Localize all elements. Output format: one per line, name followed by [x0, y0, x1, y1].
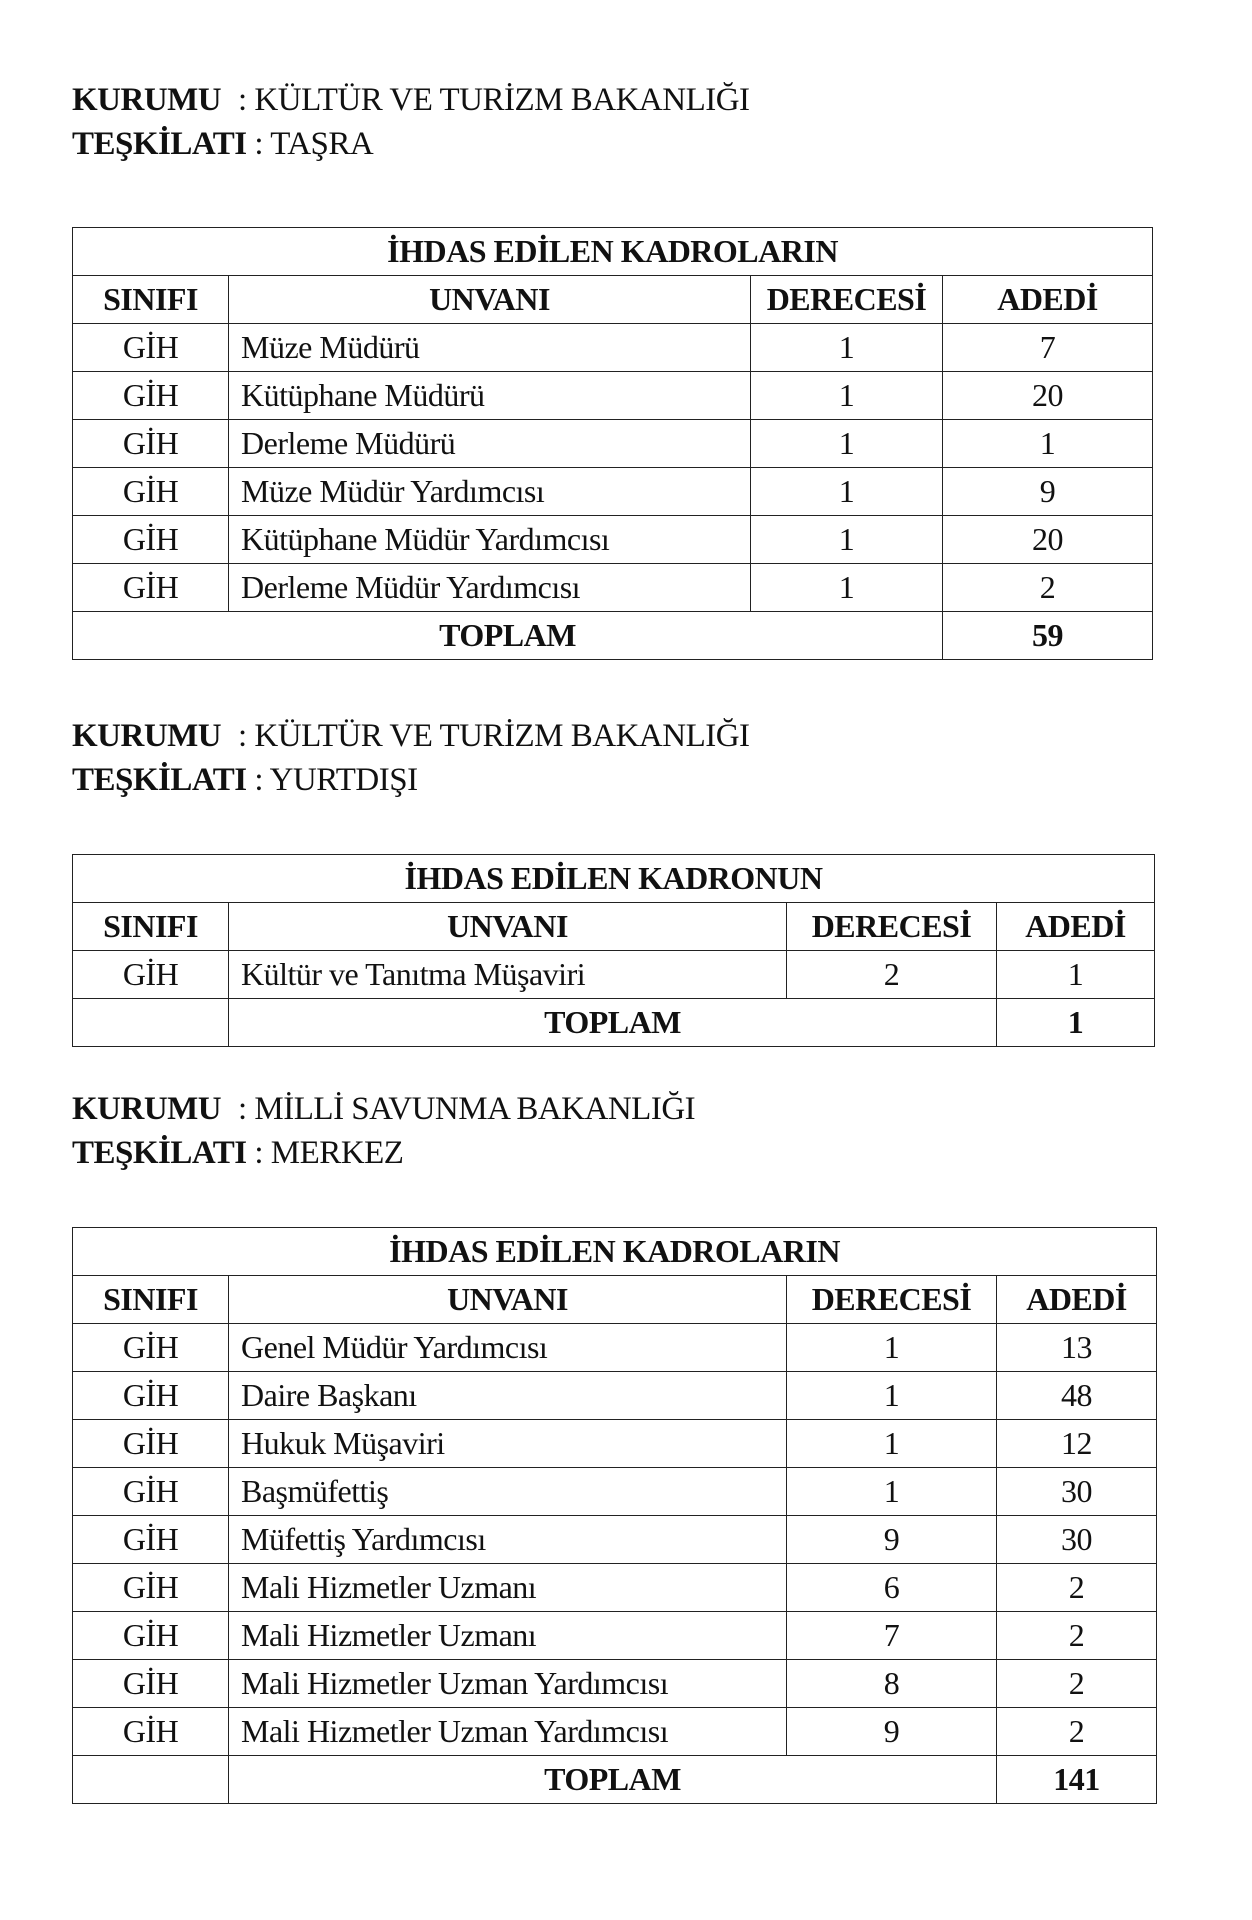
cell-adedi: 12 [997, 1420, 1157, 1468]
total-label: TOPLAM [73, 612, 943, 660]
table-row [73, 1612, 1157, 1660]
cell-unvani: Müze Müdür Yardımcısı [229, 468, 751, 516]
header-adedi: ADEDİ [943, 276, 1153, 324]
cell-adedi: 2 [997, 1708, 1157, 1756]
section-2-header [72, 714, 750, 802]
cell-derecesi: 1 [787, 1468, 997, 1516]
teskilat-label: TEŞKİLATI [72, 126, 247, 162]
table-row [73, 1420, 1157, 1468]
table-title-row [73, 228, 1153, 276]
table-header-row [73, 1276, 1157, 1324]
header-unvani: UNVANI [229, 1276, 787, 1324]
cell-sinifi: GİH [73, 564, 229, 612]
kurum-value: : MİLLİ SAVUNMA BAKANLIĞI [238, 1091, 696, 1127]
teskilat-line [72, 122, 750, 166]
cell-unvani: Müfettiş Yardımcısı [229, 1516, 787, 1564]
cell-sinifi: GİH [73, 1564, 229, 1612]
kurum-label: KURUMU [72, 1091, 222, 1127]
cell-sinifi: GİH [73, 1420, 229, 1468]
header-sinifi: SINIFI [73, 1276, 229, 1324]
cell-unvani: Mali Hizmetler Uzman Yardımcısı [229, 1708, 787, 1756]
cell-derecesi: 1 [751, 468, 943, 516]
header-derecesi: DERECESİ [787, 903, 997, 951]
table-row [73, 564, 1153, 612]
cell-sinifi: GİH [73, 1516, 229, 1564]
teskilat-value: : TAŞRA [254, 126, 374, 162]
cell-unvani: Mali Hizmetler Uzmanı [229, 1564, 787, 1612]
cell-adedi: 20 [943, 372, 1153, 420]
cell-derecesi: 1 [751, 420, 943, 468]
kadro-table-2 [72, 854, 1155, 1047]
cell-adedi: 30 [997, 1516, 1157, 1564]
cell-unvani: Mali Hizmetler Uzmanı [229, 1612, 787, 1660]
cell-sinifi: GİH [73, 324, 229, 372]
teskilat-value: : YURTDIŞI [254, 762, 418, 798]
cell-adedi: 2 [943, 564, 1153, 612]
cell-unvani: Kültür ve Tanıtma Müşaviri [229, 951, 787, 999]
table-row [73, 420, 1153, 468]
table-title: İHDAS EDİLEN KADRONUN [73, 855, 1155, 903]
cell-adedi: 2 [997, 1564, 1157, 1612]
kurum-value: : KÜLTÜR VE TURİZM BAKANLIĞI [238, 718, 750, 754]
cell-sinifi: GİH [73, 1324, 229, 1372]
cell-sinifi: GİH [73, 372, 229, 420]
table-title: İHDAS EDİLEN KADROLARIN [73, 1228, 1157, 1276]
total-value: 141 [997, 1756, 1157, 1804]
cell-derecesi: 1 [751, 372, 943, 420]
cell-derecesi: 1 [751, 564, 943, 612]
cell-unvani: Kütüphane Müdürü [229, 372, 751, 420]
cell-sinifi: GİH [73, 1708, 229, 1756]
header-adedi: ADEDİ [997, 1276, 1157, 1324]
cell-derecesi: 7 [787, 1612, 997, 1660]
cell-sinifi: GİH [73, 1612, 229, 1660]
cell-unvani: Başmüfettiş [229, 1468, 787, 1516]
cell-unvani: Kütüphane Müdür Yardımcısı [229, 516, 751, 564]
cell-adedi: 30 [997, 1468, 1157, 1516]
cell-adedi: 13 [997, 1324, 1157, 1372]
cell-adedi: 1 [943, 420, 1153, 468]
header-sinifi: SINIFI [73, 276, 229, 324]
table-row [73, 951, 1155, 999]
table-header-row [73, 903, 1155, 951]
cell-derecesi: 6 [787, 1564, 997, 1612]
cell-derecesi: 2 [787, 951, 997, 999]
teskilat-label: TEŞKİLATI [72, 762, 247, 798]
total-label: TOPLAM [229, 1756, 997, 1804]
cell-sinifi: GİH [73, 516, 229, 564]
cell-derecesi: 1 [787, 1372, 997, 1420]
cell-sinifi: GİH [73, 951, 229, 999]
header-derecesi: DERECESİ [787, 1276, 997, 1324]
kurum-line [72, 78, 750, 122]
cell-unvani: Derleme Müdürü [229, 420, 751, 468]
cell-sinifi: GİH [73, 1660, 229, 1708]
table-row [73, 372, 1153, 420]
cell-unvani: Genel Müdür Yardımcısı [229, 1324, 787, 1372]
cell-adedi: 2 [997, 1660, 1157, 1708]
teskilat-label: TEŞKİLATI [72, 1135, 247, 1171]
kurum-label: KURUMU [72, 82, 222, 118]
teskilat-value: : MERKEZ [254, 1135, 404, 1171]
kadro-table-body [73, 1228, 1157, 1804]
header-unvani: UNVANI [229, 276, 751, 324]
table-row [73, 324, 1153, 372]
cell-sinifi: GİH [73, 420, 229, 468]
section-1-header [72, 78, 750, 166]
cell-adedi: 7 [943, 324, 1153, 372]
cell-unvani: Derleme Müdür Yardımcısı [229, 564, 751, 612]
cell-derecesi: 9 [787, 1708, 997, 1756]
kadro-table-3 [72, 1227, 1157, 1804]
table-title-row [73, 855, 1155, 903]
kurum-value: : KÜLTÜR VE TURİZM BAKANLIĞI [238, 82, 750, 118]
total-empty-cell [73, 999, 229, 1047]
table-header-row [73, 276, 1153, 324]
total-value: 1 [997, 999, 1155, 1047]
kadro-table-body [73, 228, 1153, 660]
cell-sinifi: GİH [73, 468, 229, 516]
total-empty-cell [73, 1756, 229, 1804]
cell-derecesi: 1 [751, 516, 943, 564]
kurum-line [72, 714, 750, 758]
section-3-header [72, 1087, 695, 1175]
cell-unvani: Hukuk Müşaviri [229, 1420, 787, 1468]
cell-sinifi: GİH [73, 1468, 229, 1516]
cell-unvani: Daire Başkanı [229, 1372, 787, 1420]
table-row [73, 1660, 1157, 1708]
cell-unvani: Müze Müdürü [229, 324, 751, 372]
kurum-label: KURUMU [72, 718, 222, 754]
table-row [73, 1372, 1157, 1420]
cell-derecesi: 1 [751, 324, 943, 372]
header-sinifi: SINIFI [73, 903, 229, 951]
cell-derecesi: 8 [787, 1660, 997, 1708]
cell-derecesi: 1 [787, 1420, 997, 1468]
table-row [73, 1324, 1157, 1372]
cell-sinifi: GİH [73, 1372, 229, 1420]
header-unvani: UNVANI [229, 903, 787, 951]
table-total-row [73, 612, 1153, 660]
total-value: 59 [943, 612, 1153, 660]
table-row [73, 1516, 1157, 1564]
table-row [73, 1564, 1157, 1612]
table-title-row [73, 1228, 1157, 1276]
cell-derecesi: 9 [787, 1516, 997, 1564]
cell-adedi: 2 [997, 1612, 1157, 1660]
header-adedi: ADEDİ [997, 903, 1155, 951]
kurum-line [72, 1087, 695, 1131]
table-row [73, 1708, 1157, 1756]
cell-adedi: 9 [943, 468, 1153, 516]
cell-adedi: 1 [997, 951, 1155, 999]
table-row [73, 468, 1153, 516]
table-row [73, 1468, 1157, 1516]
header-derecesi: DERECESİ [751, 276, 943, 324]
table-row [73, 516, 1153, 564]
cell-derecesi: 1 [787, 1324, 997, 1372]
cell-adedi: 20 [943, 516, 1153, 564]
table-total-row [73, 1756, 1157, 1804]
cell-unvani: Mali Hizmetler Uzman Yardımcısı [229, 1660, 787, 1708]
total-label: TOPLAM [229, 999, 997, 1047]
kadro-table-body [73, 855, 1155, 1047]
table-total-row [73, 999, 1155, 1047]
teskilat-line [72, 1131, 695, 1175]
kadro-table-1 [72, 227, 1153, 660]
teskilat-line [72, 758, 750, 802]
table-title: İHDAS EDİLEN KADROLARIN [73, 228, 1153, 276]
cell-adedi: 48 [997, 1372, 1157, 1420]
